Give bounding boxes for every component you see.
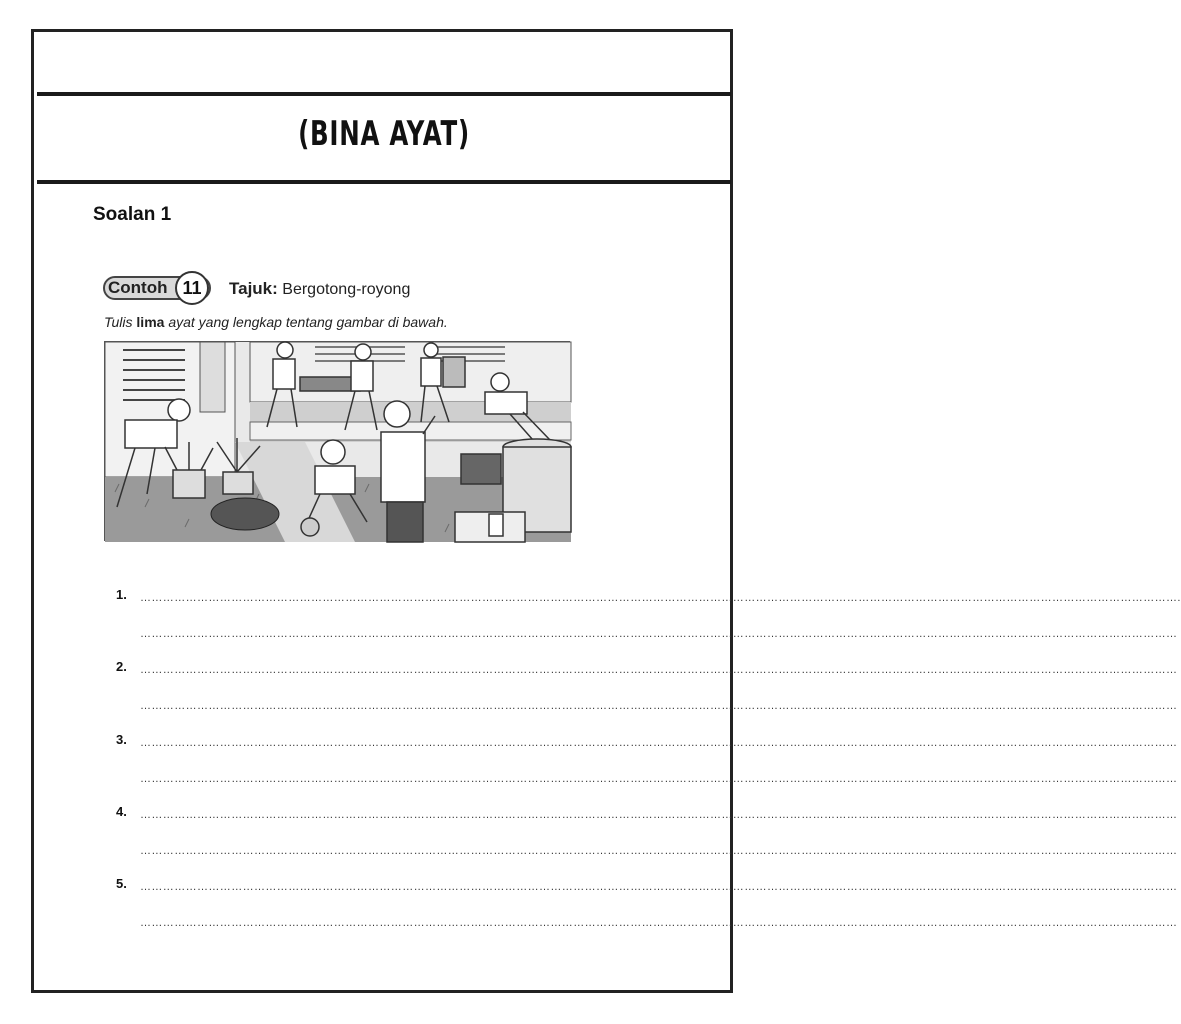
instruction-before: Tulis — [104, 314, 133, 330]
header-top-rule — [37, 92, 731, 96]
answer-number: 2. — [116, 659, 127, 674]
answer-number: 5. — [116, 876, 127, 891]
answer-line[interactable]: ………………………………………………………………………………………………………………………………………………………………………………………………………………………………………………… — [140, 664, 1178, 676]
answer-line[interactable]: …………………………………………………………………………………………………………………………………………………………………………………………………………………………………………………. — [140, 592, 1181, 604]
answer-line[interactable]: ………………………………………………………………………………………………………………………………………………………………………………………………………………………………………………… — [140, 917, 1178, 929]
topic-prefix: Tajuk: — [229, 279, 278, 298]
answer-line[interactable]: ………………………………………………………………………………………………………………………………………………………………………………………………………………………………………………… — [140, 809, 1178, 821]
answer-number: 3. — [116, 732, 127, 747]
instruction-after: ayat yang lengkap tentang gambar di bawah. — [168, 314, 448, 330]
answer-line[interactable]: ………………………………………………………………………………………………………………………………………………………………………………………………………………………………………………… — [140, 773, 1178, 785]
answer-number: 1. — [116, 587, 127, 602]
example-badge-number: 11 — [175, 271, 209, 305]
answer-line[interactable]: ………………………………………………………………………………………………………………………………………………………………………………………………………………………………………………… — [140, 737, 1178, 749]
page-title: (BINA AYAT) — [298, 114, 470, 154]
answer-line[interactable]: ………………………………………………………………………………………………………………………………………………………………………………………………………………………………………………… — [140, 881, 1178, 893]
header-bottom-rule — [37, 180, 731, 184]
answer-line[interactable]: ………………………………………………………………………………………………………………………………………………………………………………………………………………………………………………… — [140, 845, 1178, 857]
example-badge-label: Contoh — [108, 278, 168, 297]
gotong-royong-illustration — [104, 341, 570, 541]
illustration-svg — [105, 342, 571, 542]
example-instruction — [104, 314, 448, 330]
question-label: Soalan 1 — [93, 204, 172, 225]
example-topic — [229, 279, 410, 299]
answer-line[interactable]: ………………………………………………………………………………………………………………………………………………………………………………………………………………………………………………… — [140, 700, 1178, 712]
topic-text: Bergotong-royong — [282, 281, 411, 298]
instruction-bold: lima — [136, 314, 165, 330]
answer-line[interactable]: ………………………………………………………………………………………………………………………………………………………………………………………………………………………………………………… — [140, 628, 1178, 640]
answer-number: 4. — [116, 804, 127, 819]
